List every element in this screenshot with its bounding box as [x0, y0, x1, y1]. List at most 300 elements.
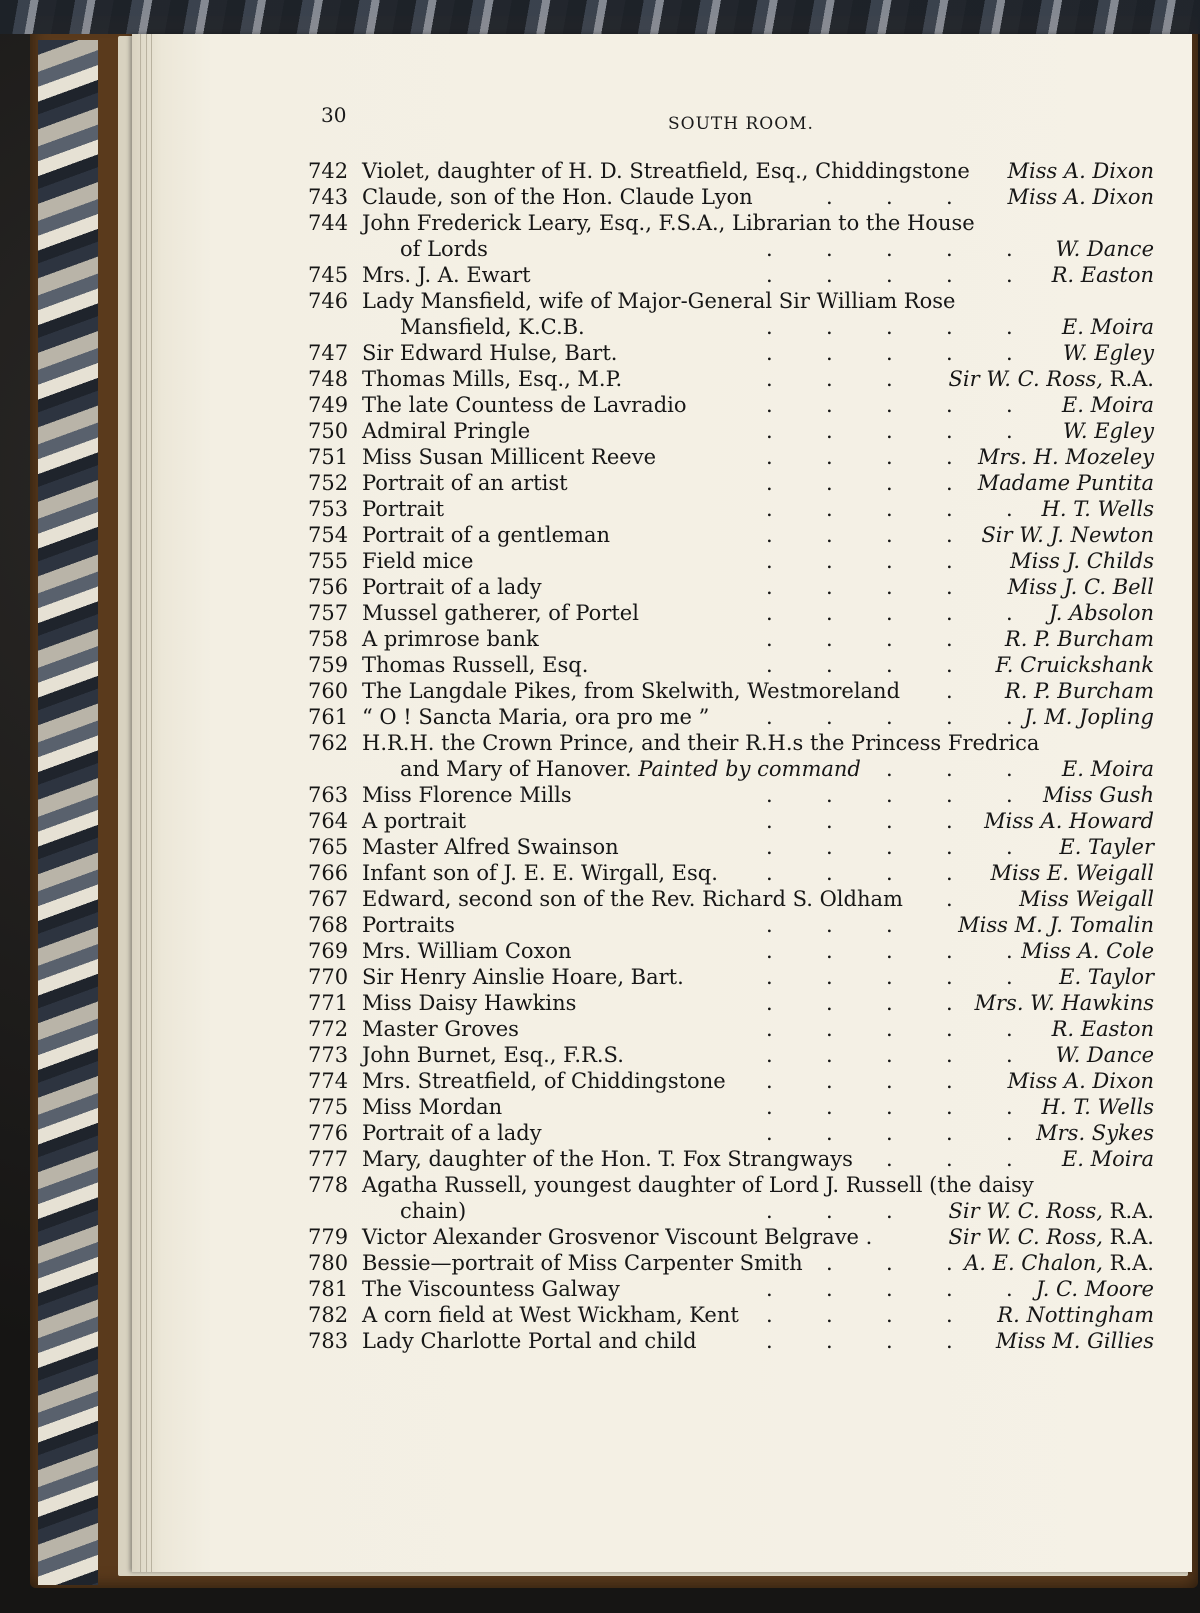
- entry-title: Mrs. Streatfield, of Chiddingstone: [362, 1069, 726, 1093]
- leader-dot: .: [826, 497, 833, 521]
- entry-artist: Miss E. Weigall: [990, 861, 1154, 885]
- leader-dot: .: [886, 757, 893, 781]
- leader-dot: .: [946, 523, 953, 547]
- leader-dot: .: [826, 1017, 833, 1041]
- entry-artist: Miss J. C. Bell: [1007, 575, 1154, 599]
- leader-dot: .: [1006, 1017, 1013, 1041]
- leader-dot: .: [886, 861, 893, 885]
- leader-dot: .: [1006, 419, 1013, 443]
- entry-number: 770: [308, 965, 349, 989]
- entry-title: Thomas Russell, Esq.: [362, 653, 589, 677]
- catalogue-entry-line: [308, 496, 1158, 522]
- entry-title: The late Countess de Lavradio: [362, 393, 687, 417]
- entry-artist: E. Moira: [1061, 393, 1154, 417]
- leader-dot: .: [946, 1277, 953, 1301]
- entry-title: Infant son of J. E. E. Wirgall, Esq.: [362, 861, 718, 885]
- leader-dot: .: [946, 965, 953, 989]
- catalogue-entry-line: [308, 886, 1158, 912]
- leader-dot: .: [1006, 939, 1013, 963]
- leader-dot: .: [766, 393, 773, 417]
- leader-dot: .: [826, 549, 833, 573]
- leader-dot: .: [766, 575, 773, 599]
- leader-dot: .: [886, 627, 893, 651]
- catalogue-entry-line: [308, 262, 1158, 288]
- catalogue-entry-line: [308, 990, 1158, 1016]
- entry-number: 757: [308, 601, 349, 625]
- catalogue-entry-line: [308, 1120, 1158, 1146]
- leader-dot: .: [766, 913, 773, 937]
- catalogue-entry-line: [308, 912, 1158, 938]
- leader-dot: .: [1006, 705, 1013, 729]
- leader-dot: .: [886, 575, 893, 599]
- leader-dot: .: [886, 1199, 893, 1223]
- leader-dot: .: [826, 835, 833, 859]
- leader-dot: .: [766, 1329, 773, 1353]
- entry-number: 743: [308, 185, 349, 209]
- entry-number: 778: [308, 1173, 349, 1197]
- entry-number: 774: [308, 1069, 349, 1093]
- running-head: SOUTH ROOM.: [668, 114, 814, 134]
- entry-title: Victor Alexander Grosvenor Viscount Belgrave .: [362, 1225, 873, 1249]
- entry-title: Portrait of a gentleman: [362, 523, 611, 547]
- catalogue-entry-line: [308, 1328, 1158, 1354]
- leader-dot: .: [766, 1303, 773, 1327]
- gutter-line: [146, 34, 147, 1572]
- catalogue-entry-line: [308, 1042, 1158, 1068]
- entry-title: Portrait of a lady: [362, 1121, 542, 1145]
- leader-dot: .: [886, 1329, 893, 1353]
- leader-dot: .: [946, 1147, 953, 1171]
- leader-dot: .: [826, 1069, 833, 1093]
- entry-number: 756: [308, 575, 349, 599]
- entry-title: Claude, son of the Hon. Claude Lyon: [362, 185, 753, 209]
- leader-dot: .: [826, 185, 833, 209]
- leader-dot: .: [766, 1069, 773, 1093]
- entry-artist: J. C. Moore: [1035, 1277, 1154, 1301]
- leader-dot: .: [826, 1121, 833, 1145]
- leader-dot: .: [886, 549, 893, 573]
- leader-dot: .: [946, 445, 953, 469]
- leader-dot: .: [826, 341, 833, 365]
- entry-artist: Mrs. H. Mozeley: [978, 445, 1154, 469]
- leader-dot: .: [1006, 237, 1013, 261]
- leader-dot: .: [766, 1277, 773, 1301]
- leader-dot: .: [886, 835, 893, 859]
- leader-dot: .: [1006, 601, 1013, 625]
- leader-dot: .: [826, 913, 833, 937]
- leader-dot: .: [766, 1095, 773, 1119]
- leader-dot: .: [886, 523, 893, 547]
- catalogue-entry-line: [308, 1276, 1158, 1302]
- catalogue-entry-line: [308, 210, 1158, 236]
- leader-dot: .: [886, 1043, 893, 1067]
- artist-suffix: R.A.: [1102, 1225, 1154, 1249]
- leader-dot: .: [946, 341, 953, 365]
- leader-dot: .: [826, 367, 833, 391]
- leader-dot: .: [946, 237, 953, 261]
- entry-artist: E. Tayler: [1059, 835, 1154, 859]
- entry-title: Portrait of an artist: [362, 471, 568, 495]
- catalogue-entry-line: [308, 964, 1158, 990]
- leader-dot: .: [886, 991, 893, 1015]
- leader-dot: .: [766, 939, 773, 963]
- leader-dot: .: [886, 809, 893, 833]
- leader-dot: .: [946, 1017, 953, 1041]
- catalogue-entry-line: [308, 1094, 1158, 1120]
- entry-number: 762: [308, 731, 349, 755]
- entry-number: 758: [308, 627, 349, 651]
- entry-title: Bessie—portrait of Miss Carpenter Smith: [362, 1251, 803, 1275]
- entry-number: 776: [308, 1121, 349, 1145]
- entry-title: Field mice: [362, 549, 474, 573]
- catalogue-entry-line: [308, 314, 1158, 340]
- artist-suffix: R.A.: [1102, 1251, 1154, 1275]
- catalogue-entry-line: [308, 730, 1158, 756]
- entry-number: 746: [308, 289, 349, 313]
- leader-dot: .: [946, 991, 953, 1015]
- entry-title: Lady Mansfield, wife of Major-General Sir William Rose: [362, 289, 956, 313]
- leader-dot: .: [1006, 393, 1013, 417]
- leader-dot: .: [886, 237, 893, 261]
- leader-dot: .: [946, 809, 953, 833]
- entry-artist: Sir W. C. Ross, R.A.: [948, 367, 1154, 391]
- leader-dot: .: [766, 1121, 773, 1145]
- entry-title: Miss Mordan: [362, 1095, 503, 1119]
- entry-artist: F. Cruickshank: [995, 653, 1154, 677]
- entry-artist: Sir W. J. Newton: [981, 523, 1154, 547]
- leader-dot: .: [1006, 965, 1013, 989]
- leader-dot: .: [1006, 757, 1013, 781]
- entry-number: 769: [308, 939, 349, 963]
- leader-dot: .: [766, 809, 773, 833]
- leader-dot: .: [826, 627, 833, 651]
- page-number: 30: [321, 103, 347, 127]
- entry-title: The Viscountess Galway: [362, 1277, 620, 1301]
- leader-dot: .: [826, 705, 833, 729]
- catalogue-entry-line: [308, 600, 1158, 626]
- entry-number: 763: [308, 783, 349, 807]
- leader-dot: .: [946, 601, 953, 625]
- entry-artist: R. P. Burcham: [1004, 627, 1154, 651]
- catalogue-entry-line: [308, 522, 1158, 548]
- catalogue-entry-line: [308, 392, 1158, 418]
- leader-dot: .: [766, 237, 773, 261]
- catalogue-entry-line: [308, 184, 1158, 210]
- leader-dot: .: [826, 1277, 833, 1301]
- entry-number: 750: [308, 419, 349, 443]
- leader-dot: .: [886, 1121, 893, 1145]
- leader-dot: .: [826, 1095, 833, 1119]
- entry-artist: Miss Gush: [1042, 783, 1154, 807]
- leader-dot: .: [886, 471, 893, 495]
- catalogue-entry-line: [308, 1146, 1158, 1172]
- entry-title: Master Groves: [362, 1017, 519, 1041]
- leader-dot: .: [886, 367, 893, 391]
- leader-dot: .: [1006, 341, 1013, 365]
- entry-title: Edward, second son of the Rev. Richard S. Oldham: [362, 887, 903, 911]
- leader-dot: .: [826, 653, 833, 677]
- entry-title: Mansfield, K.C.B.: [400, 315, 585, 339]
- leader-dot: .: [766, 835, 773, 859]
- leader-dot: .: [826, 471, 833, 495]
- entry-number: 755: [308, 549, 349, 573]
- leader-dot: .: [946, 1329, 953, 1353]
- leader-dot: .: [886, 1069, 893, 1093]
- entry-artist: Miss M. Gillies: [995, 1329, 1154, 1353]
- entry-number: 751: [308, 445, 349, 469]
- leader-dot: .: [826, 991, 833, 1015]
- entry-artist: R. Easton: [1051, 1017, 1154, 1041]
- leader-dot: .: [946, 1095, 953, 1119]
- leader-dot: .: [826, 939, 833, 963]
- entry-number: 771: [308, 991, 349, 1015]
- leader-dot: .: [946, 1251, 953, 1275]
- leader-dot: .: [1006, 1121, 1013, 1145]
- leader-dot: .: [826, 393, 833, 417]
- leader-dot: .: [766, 523, 773, 547]
- leader-dot: .: [826, 783, 833, 807]
- entry-title: Agatha Russell, youngest daughter of Lord J. Russell (the daisy: [362, 1173, 1034, 1197]
- catalogue-entry-line: [308, 366, 1158, 392]
- entry-artist: W. Dance: [1055, 237, 1154, 261]
- entry-title: John Burnet, Esq., F.R.S.: [362, 1043, 624, 1067]
- entry-title: and Mary of Hanover. Painted by command: [400, 757, 861, 781]
- entry-title: Miss Daisy Hawkins: [362, 991, 577, 1015]
- catalogue-entry-line: [308, 158, 1158, 184]
- entry-artist: W. Egley: [1062, 341, 1154, 365]
- entry-title: chain): [400, 1199, 467, 1223]
- leader-dot: .: [946, 471, 953, 495]
- entry-number: 764: [308, 809, 349, 833]
- catalogue-entry-line: [308, 470, 1158, 496]
- leader-dot: .: [886, 393, 893, 417]
- leader-dot: .: [886, 419, 893, 443]
- entry-number: 752: [308, 471, 349, 495]
- leader-dot: .: [766, 367, 773, 391]
- entry-artist: W. Egley: [1062, 419, 1154, 443]
- catalogue-entry-line: [308, 418, 1158, 444]
- leader-dot: .: [946, 419, 953, 443]
- leader-dot: .: [826, 965, 833, 989]
- leader-dot: .: [886, 705, 893, 729]
- catalogue-entry-line: [308, 1224, 1158, 1250]
- leader-dot: .: [766, 549, 773, 573]
- entry-number: 783: [308, 1329, 349, 1353]
- leader-dot: .: [886, 1251, 893, 1275]
- leader-dot: .: [1006, 315, 1013, 339]
- leader-dot: .: [766, 419, 773, 443]
- entry-number: 744: [308, 211, 349, 235]
- leader-dot: .: [886, 185, 893, 209]
- entry-artist: A. E. Chalon, R.A.: [964, 1251, 1154, 1275]
- leader-dot: .: [1006, 1043, 1013, 1067]
- leader-dot: .: [766, 627, 773, 651]
- leader-dot: .: [946, 1069, 953, 1093]
- leader-dot: .: [946, 315, 953, 339]
- catalogue-entry-line: [308, 1302, 1158, 1328]
- leader-dot: .: [886, 445, 893, 469]
- leader-dot: .: [946, 783, 953, 807]
- entry-title: Mrs. William Coxon: [362, 939, 572, 963]
- entry-artist: E. Moira: [1061, 315, 1154, 339]
- leader-dot: .: [946, 887, 953, 911]
- leader-dot: .: [826, 575, 833, 599]
- leader-dot: .: [886, 939, 893, 963]
- entry-number: 772: [308, 1017, 349, 1041]
- leader-dot: .: [886, 1277, 893, 1301]
- leader-dot: .: [766, 1043, 773, 1067]
- entry-title: A corn field at West Wickham, Kent: [362, 1303, 739, 1327]
- entry-artist: J. M. Jopling: [1024, 705, 1154, 729]
- leader-dot: .: [946, 1303, 953, 1327]
- entry-title: Mary, daughter of the Hon. T. Fox Strangways: [362, 1147, 853, 1171]
- entry-title: Portrait: [362, 497, 445, 521]
- entry-title: Violet, daughter of H. D. Streatfield, Esq., Chiddingstone: [362, 159, 970, 183]
- leader-dot: .: [826, 601, 833, 625]
- entry-artist: R. Easton: [1051, 263, 1154, 287]
- entry-artist: E. Moira: [1061, 757, 1154, 781]
- catalogue-entry-line: [308, 626, 1158, 652]
- entry-artist: Mrs. W. Hawkins: [974, 991, 1154, 1015]
- leader-dot: .: [766, 783, 773, 807]
- leader-dot: .: [886, 315, 893, 339]
- leader-dot: .: [766, 471, 773, 495]
- leader-dot: .: [946, 263, 953, 287]
- leader-dot: .: [826, 809, 833, 833]
- leader-dot: .: [766, 991, 773, 1015]
- entry-artist: H. T. Wells: [1041, 497, 1154, 521]
- leader-dot: .: [946, 679, 953, 703]
- entry-title: Admiral Pringle: [362, 419, 531, 443]
- leader-dot: .: [886, 1095, 893, 1119]
- entry-title: H.R.H. the Crown Prince, and their R.H.s the Princess Fredrica: [362, 731, 1040, 755]
- catalogue-entry-line: [308, 236, 1158, 262]
- entry-title: “ O ! Sancta Maria, ora pro me ”: [362, 705, 710, 729]
- leader-dot: .: [886, 965, 893, 989]
- entry-title: A portrait: [362, 809, 467, 833]
- entry-number: 768: [308, 913, 349, 937]
- leader-dot: .: [946, 549, 953, 573]
- catalogue-entry-line: [308, 704, 1158, 730]
- entry-title: Lady Charlotte Portal and child: [362, 1329, 697, 1353]
- entry-title: Miss Susan Millicent Reeve: [362, 445, 657, 469]
- leader-dot: .: [1006, 1095, 1013, 1119]
- entry-artist: E. Taylor: [1059, 965, 1154, 989]
- gutter-line: [151, 34, 152, 1572]
- leader-dot: .: [766, 601, 773, 625]
- leader-dot: .: [886, 913, 893, 937]
- leader-dot: .: [826, 445, 833, 469]
- entry-artist: Miss A. Dixon: [1007, 159, 1154, 183]
- leader-dot: .: [946, 497, 953, 521]
- leader-dot: .: [826, 1303, 833, 1327]
- entry-artist: Miss A. Howard: [984, 809, 1154, 833]
- entry-number: 777: [308, 1147, 349, 1171]
- leader-dot: .: [946, 757, 953, 781]
- entry-artist: Mrs. Sykes: [1036, 1121, 1154, 1145]
- entry-title: Thomas Mills, Esq., M.P.: [362, 367, 623, 391]
- artist-suffix: R.A.: [1102, 1199, 1154, 1223]
- entry-number: 760: [308, 679, 349, 703]
- entry-title: Portrait of a lady: [362, 575, 542, 599]
- leader-dot: .: [1006, 497, 1013, 521]
- entry-artist: Miss M. J. Tomalin: [958, 913, 1154, 937]
- catalogue-entry-line: [308, 782, 1158, 808]
- leader-dot: .: [946, 861, 953, 885]
- entry-artist: Madame Puntita: [977, 471, 1154, 495]
- catalogue-entry-line: [308, 1068, 1158, 1094]
- entry-number: 781: [308, 1277, 349, 1301]
- leader-dot: .: [766, 705, 773, 729]
- leader-dot: .: [886, 1017, 893, 1041]
- entry-title: The Langdale Pikes, from Skelwith, Westmoreland: [362, 679, 901, 703]
- marbled-edge-top: [0, 0, 1200, 34]
- entry-number: 780: [308, 1251, 349, 1275]
- marbled-endpaper: [38, 40, 98, 1585]
- entry-number: 747: [308, 341, 349, 365]
- leader-dot: .: [766, 965, 773, 989]
- entry-artist: R. Nottingham: [997, 1303, 1154, 1327]
- entry-title: Mrs. J. A. Ewart: [362, 263, 531, 287]
- catalogue-entry-line: [308, 1016, 1158, 1042]
- entry-title: Sir Edward Hulse, Bart.: [362, 341, 618, 365]
- leader-dot: .: [886, 497, 893, 521]
- entry-artist: Miss A. Dixon: [1007, 185, 1154, 209]
- entry-note: Painted by command: [638, 757, 861, 781]
- leader-dot: .: [826, 315, 833, 339]
- entry-artist: E. Moira: [1061, 1147, 1154, 1171]
- leader-dot: .: [886, 601, 893, 625]
- leader-dot: .: [946, 705, 953, 729]
- leader-dot: .: [826, 861, 833, 885]
- artist-suffix: R.A.: [1102, 367, 1154, 391]
- leader-dot: .: [766, 1017, 773, 1041]
- catalogue-entry-line: [308, 444, 1158, 470]
- entry-title: Mussel gatherer, of Portel: [362, 601, 639, 625]
- entry-number: 773: [308, 1043, 349, 1067]
- leader-dot: .: [1006, 1147, 1013, 1171]
- catalogue-entry-line: [308, 548, 1158, 574]
- catalogue-entry-line: [308, 834, 1158, 860]
- leader-dot: .: [946, 627, 953, 651]
- leader-dot: .: [1006, 835, 1013, 859]
- entry-number: 766: [308, 861, 349, 885]
- entry-number: 775: [308, 1095, 349, 1119]
- entry-number: 748: [308, 367, 349, 391]
- entry-number: 782: [308, 1303, 349, 1327]
- catalogue-entry-line: [308, 678, 1158, 704]
- leader-dot: .: [826, 1329, 833, 1353]
- entry-number: 742: [308, 159, 349, 183]
- leader-dot: .: [946, 575, 953, 599]
- leader-dot: .: [946, 653, 953, 677]
- catalogue-entry-line: [308, 574, 1158, 600]
- catalogue-entry-line: [308, 860, 1158, 886]
- leader-dot: .: [826, 1199, 833, 1223]
- catalogue-entry-line: [308, 652, 1158, 678]
- leader-dot: .: [766, 1199, 773, 1223]
- leader-dot: .: [766, 315, 773, 339]
- leader-dot: .: [946, 939, 953, 963]
- entry-title: John Frederick Leary, Esq., F.S.A., Librarian to the House: [362, 211, 975, 235]
- entry-number: 761: [308, 705, 349, 729]
- catalogue-entry-line: [308, 1172, 1158, 1198]
- leader-dot: .: [886, 783, 893, 807]
- entry-artist: H. T. Wells: [1041, 1095, 1154, 1119]
- leader-dot: .: [766, 445, 773, 469]
- leader-dot: .: [826, 237, 833, 261]
- leader-dot: .: [766, 497, 773, 521]
